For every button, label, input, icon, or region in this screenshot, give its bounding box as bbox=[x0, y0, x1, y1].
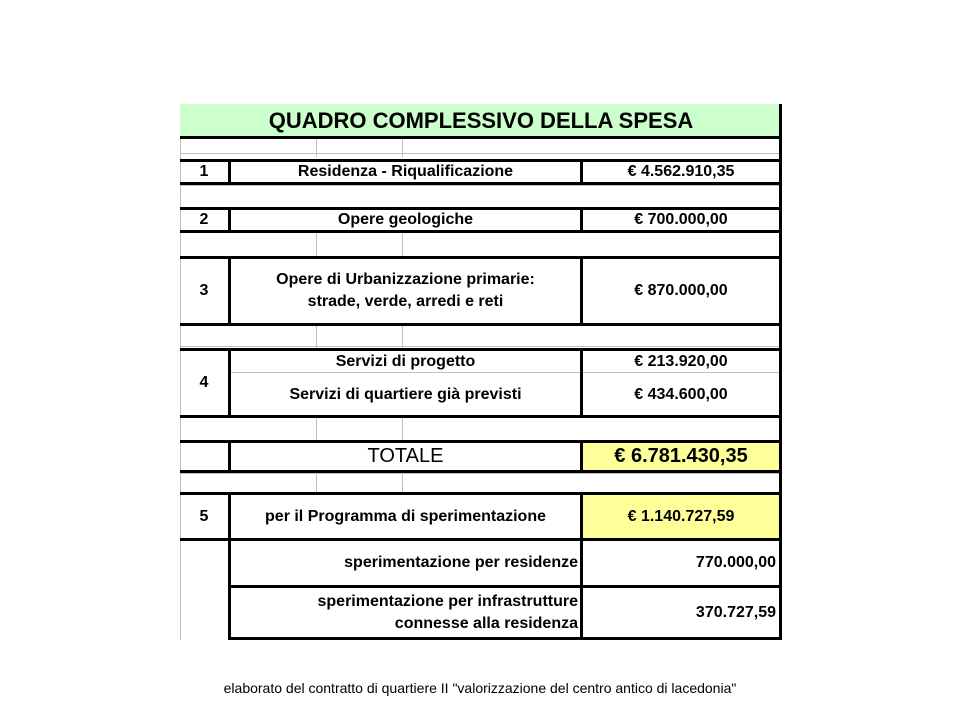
row-amount: € 1.140.727,59 bbox=[627, 507, 735, 525]
footer-caption: elaborato del contratto di quartiere II "valorizzazione del centro antico di lacedonia" bbox=[223, 680, 737, 696]
row-number: 4 bbox=[199, 374, 209, 392]
subrow-label-line: sperimentazione per infrastrutture bbox=[317, 592, 578, 610]
row-label: Servizi di progetto bbox=[335, 352, 476, 370]
row-label-line: Opere di Urbanizzazione primarie: bbox=[276, 271, 535, 289]
row-amount: € 4.562.910,35 bbox=[627, 163, 735, 181]
row-label-line: strade, verde, arredi e reti bbox=[307, 293, 504, 310]
row-amount: € 434.600,00 bbox=[634, 385, 728, 403]
subrow-amount: 770.000,00 bbox=[695, 554, 776, 572]
row-number: 2 bbox=[199, 211, 209, 229]
row-number: 1 bbox=[199, 163, 209, 181]
total-label: TOTALE bbox=[367, 445, 444, 467]
subrow-amount: 370.727,59 bbox=[695, 603, 776, 621]
row-amount: € 700.000,00 bbox=[634, 211, 728, 229]
row-amount: € 213.920,00 bbox=[634, 352, 728, 370]
row-label: per il Programma di sperimentazione bbox=[265, 507, 546, 525]
row-amount: € 870.000,00 bbox=[634, 282, 728, 300]
row-label: Servizi di quartiere già previsti bbox=[289, 385, 522, 403]
row-number: 3 bbox=[199, 282, 209, 300]
subrow-label-line: connesse alla residenza bbox=[394, 614, 578, 632]
spreadsheet-table bbox=[180, 104, 782, 640]
table-title: QUADRO COMPLESSIVO DELLA SPESA bbox=[268, 107, 694, 133]
row-label: Opere geologiche bbox=[337, 211, 474, 229]
subrow-label: sperimentazione per residenze bbox=[344, 554, 578, 572]
row-label bbox=[231, 259, 580, 323]
subrow-label bbox=[231, 588, 580, 637]
total-amount: € 6.781.430,35 bbox=[614, 445, 748, 467]
row-label: Residenza - Riqualificazione bbox=[297, 163, 514, 181]
row-number: 5 bbox=[199, 507, 209, 525]
